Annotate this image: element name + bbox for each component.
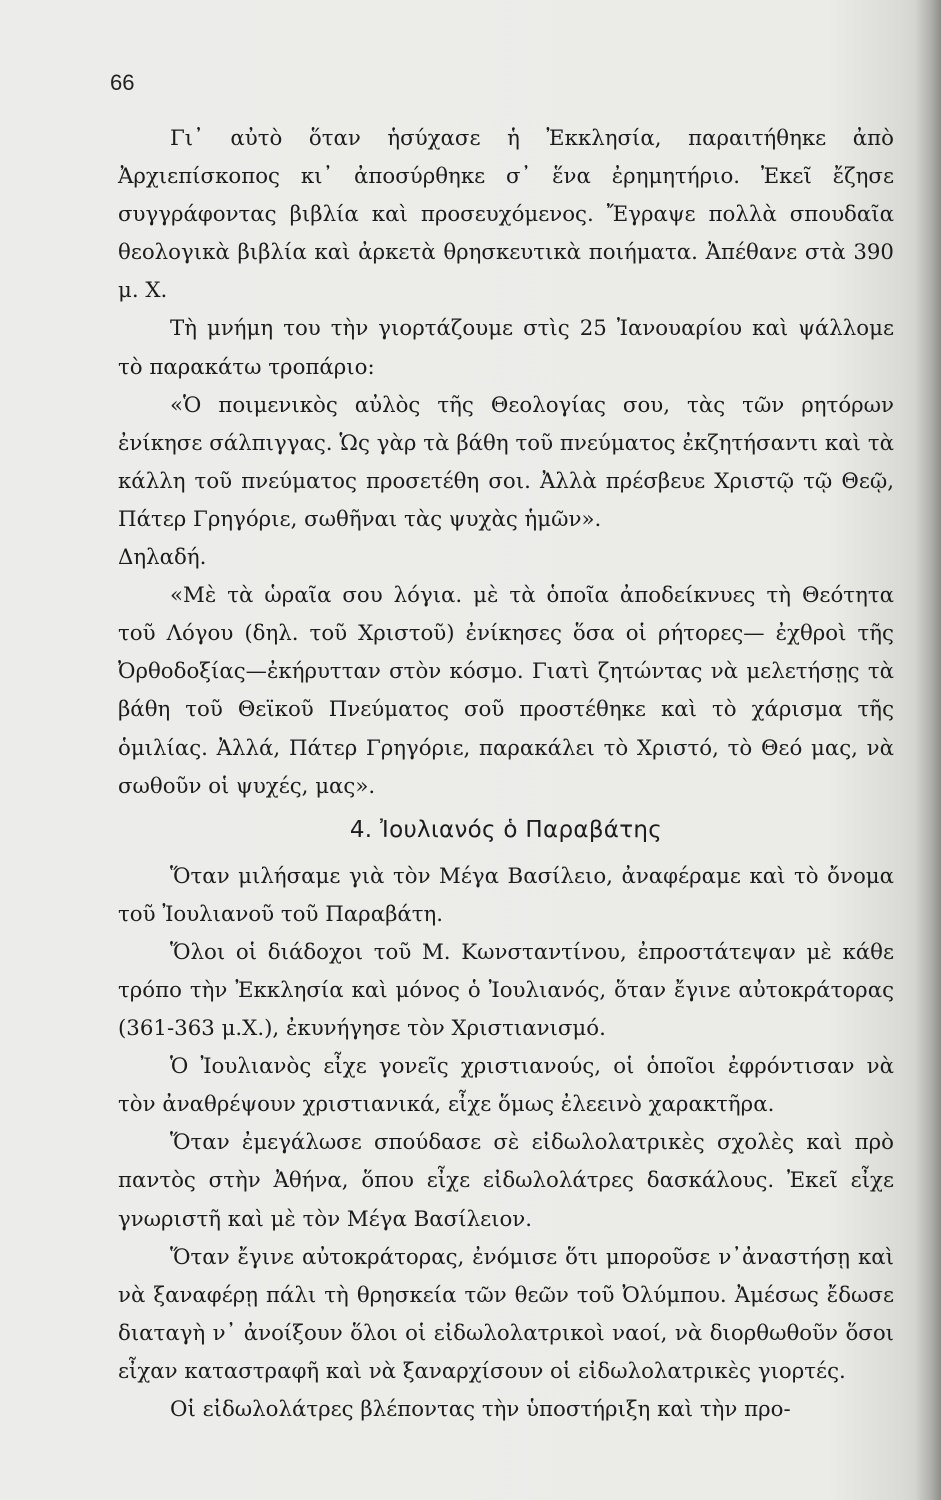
troparion-text: «Ὁ ποιμενικὸς αὐλὸς τῆς Θεολογίας σου, τὰς τῶν ρητόρων ἐνίκησε σάλπιγγας. Ὡς γὰρ τὰ βάθη τοῦ πνεύματος ἐκζητήσαντι καὶ τὰ κάλλη τοῦ πνεύματος προσετέθη σοι. Ἀλλὰ πρέσβευε Χριστῷ τῷ Θεῷ, Πάτερ Γρηγόριε, σωθῆναι τὰς ψυχὰς ἡμῶν». — [118, 392, 894, 532]
page-number: 66 — [110, 70, 135, 95]
paragraph: Ὅταν μιλήσαμε γιὰ τὸν Μέγα Βασίλειο, ἀναφέραμε καὶ τὸ ὄνομα τοῦ Ἰουλιανοῦ τοῦ Παραβάτη. — [118, 863, 894, 927]
paragraph: Ὁ Ἰουλιανὸς εἶχε γονεῖς χριστιανούς, οἱ ὁποῖοι ἐφρόντισαν νὰ τὸν ἀναθρέψουν χριστιανικά, εἶχε ὅμως ἐλεεινὸ χαρακτῆρα. — [118, 1054, 894, 1118]
paragraph: Δηλαδή. — [118, 545, 207, 571]
troparion-translation: «Μὲ τὰ ὡραῖα σου λόγια. μὲ τὰ ὁποῖα ἀποδείκνυες τὴ Θεότητα τοῦ Λόγου (δηλ. τοῦ Χριστοῦ) ἐνίκησες ὅσα οἱ ρήτορες— ἐχθροὶ τῆς Ὀρθοδοξίας—ἐκήρυτταν στὸν κόσμο. Γιατὶ ζητώντας νὰ μελετήσῃς τὰ βάθη τοῦ Θεϊκοῦ Πνεύματος σοῦ προστέθηκε καὶ τὸ χάρισμα τῆς ὁμιλίας. Ἀλλά, Πάτερ Γρηγόριε, παρακάλει τὸ Χριστό, τὸ Θεό μας, νὰ σωθοῦν οἱ ψυχές, μας». — [118, 583, 894, 799]
page-body — [118, 120, 894, 1429]
page-binding-shadow — [915, 0, 941, 1500]
paragraph: Ὅλοι οἱ διάδοχοι τοῦ Μ. Κωνσταντίνου, ἐπροστάτεψαν μὲ κάθε τρόπο τὴν Ἐκκλησία καὶ μόνος ὁ Ἰουλιανός, ὅταν ἔγινε αὐτοκράτορας (361-363 μ.Χ.), ἐκυνήγησε τὸν Χριστιανισμό. — [118, 939, 894, 1042]
paragraph: Οἱ εἰδωλολάτρες βλέποντας τὴν ὑποστήριξη καὶ τὴν προ- — [170, 1397, 791, 1422]
section-heading: 4. Ἰουλιανός ὁ Παραβάτης — [349, 816, 663, 843]
paragraph: Τὴ μνήμη του τὴν γιορτάζουμε στὶς 25 Ἰανουαρίου καὶ ψάλλομε τὸ παρακάτω τροπάριο: — [118, 316, 894, 380]
paragraph: Ὅταν ἔγινε αὐτοκράτορας, ἐνόμισε ὅτι μποροῦσε ν᾿ἀναστήσῃ καὶ νὰ ξαναφέρῃ πάλι τὴ θρησκεία τῶν θεῶν τοῦ Ὀλύμπου. Ἀμέσως ἔδωσε διαταγὴ ν᾿ ἀνοίξουν ὅλοι οἱ εἰδωλολατρικοὶ ναοί, νὰ διορθωθοῦν ὅσοι εἶχαν καταστραφῆ καὶ νὰ ξαναρχίσουν οἱ εἰδωλολατρικὲς γιορτές. — [118, 1244, 894, 1384]
paragraph: Γι᾿ αὐτὸ ὅταν ἡσύχασε ἡ Ἐκκλησία, παραιτήθηκε ἀπὸ Ἀρχιεπίσκοπος κι᾿ ἀποσύρθηκε σ᾿ ἕνα ἐρημητήριο. Ἐκεῖ ἔζησε συγγράφοντας βιβλία καὶ προσευχόμενος. Ἔγραψε πολλὰ σπουδαῖα θεολογικὰ βιβλία καὶ ἀρκετὰ θρησκευτικὰ ποιήματα. Ἀπέθανε στὰ 390 μ. Χ. — [118, 126, 894, 304]
paragraph: Ὅταν ἐμεγάλωσε σπούδασε σὲ εἰδωλολατρικὲς σχολὲς καὶ πρὸ παντὸς στὴν Ἀθήνα, ὅπου εἶχε εἰδωλολάτρες δασκάλους. Ἐκεῖ εἶχε γνωριστῆ καὶ μὲ τὸν Μέγα Βασίλειον. — [118, 1130, 894, 1232]
